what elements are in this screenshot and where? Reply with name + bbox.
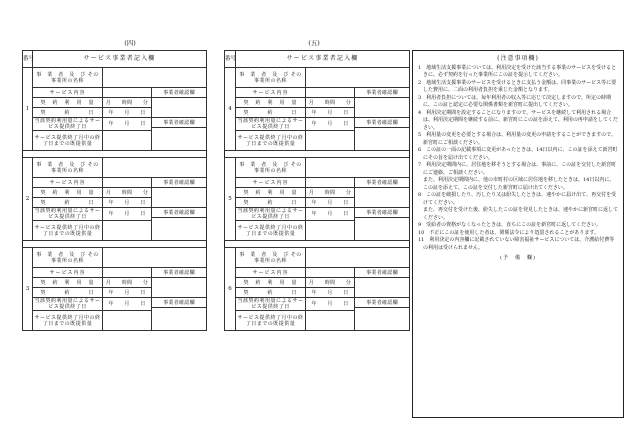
provider-confirm-field (355, 128, 410, 151)
service-content-label: サービス内容 (236, 178, 306, 188)
provider-confirm-field (152, 218, 207, 241)
note-item: 4 利用決定期間を設定することになりますので、サービスを継続して利用される場合は、利用決定期間を継続する前に、新宮町にこの証を添えて、利用の再申請をしてください。 (418, 109, 618, 131)
provided-amount-label: サービス提供終了月中の終了日までの既提供量 (236, 131, 306, 151)
contract-amount-field: 月 時間 分 (103, 188, 152, 198)
contract-amount-field: 月 時間 分 (306, 98, 355, 108)
provider-confirm-label: 事業者確認欄 (152, 88, 207, 98)
reserve-section-label: (予 備 欄) (500, 255, 536, 261)
provider-name-field (306, 158, 410, 178)
service-content-field (306, 268, 355, 278)
contract-date-label: 契 約 日 (33, 108, 103, 118)
block-separator (225, 241, 410, 248)
note-item: また、再交付を受けた後、紛失したこの証を発見したときは、速やかに新宮町に返してください。 (418, 207, 619, 221)
entry-number: 4 (225, 68, 236, 151)
note-item: 10 不正にこの証を使用した者は、関係法令により処罰されることがあります。 (418, 229, 599, 236)
provider-entry-table-left (22, 50, 207, 331)
service-content-label: サービス内容 (236, 268, 306, 278)
provider-confirm-field (152, 98, 207, 118)
provider-confirm-field (355, 188, 410, 208)
provider-confirm-label: 事業者確認欄 (355, 118, 410, 128)
provider-name-field (306, 248, 410, 268)
contract-date-label: 契 約 日 (236, 108, 306, 118)
entry-number: 3 (23, 248, 33, 331)
service-content-label: サービス内容 (33, 88, 103, 98)
provided-amount-field (306, 131, 355, 151)
provider-confirm-label: 事業者確認欄 (355, 268, 410, 278)
service-end-date-label: 当該契約利用量によるサービス提供終了日 (237, 298, 304, 310)
note-item: 9 受給者の資格がなくなったときは、直ちにこの証を新宮町に返してください。 (418, 222, 602, 228)
block-separator (23, 241, 207, 248)
contract-date-label: 契 約 日 (236, 198, 306, 208)
notes-title: (注意事項欄) (497, 55, 539, 62)
provider-confirm-field (152, 308, 207, 331)
contract-date-label: 契 約 日 (33, 198, 103, 208)
provider-confirm-field (355, 218, 410, 241)
service-end-date-label: 当該契約利用量によるサービス提供終了日 (34, 208, 101, 220)
service-content-label: サービス内容 (33, 268, 103, 278)
provided-amount-label: サービス提供終了月中の終了日までの既提供量 (33, 131, 103, 151)
provided-amount-label: サービス提供終了月中の終了日までの既提供量 (33, 221, 103, 241)
note-item: 3 利用者負担については、毎年利用者の収入等に応じて決定しますので、所定の時期に、この証と認定に必要な関係書類を新宮町に提出してください。 (418, 94, 611, 108)
contract-amount-label: 契 約 利 用 量 (236, 278, 306, 288)
note-item: 1 地域生活支援事業については、利用決定を受けた該当する事業のサービスを受けるときに、必ず契約を行った事業所にこの証を提示してください。 (418, 64, 617, 78)
service-content-field (103, 88, 152, 98)
service-content-label: サービス内容 (33, 178, 103, 188)
provider-name-field (103, 248, 207, 268)
block-separator (23, 151, 207, 158)
provided-amount-field (103, 311, 152, 331)
provider-confirm-field (355, 98, 410, 118)
provider-name-field (103, 158, 207, 178)
service-content-label: サービス内容 (236, 88, 306, 98)
service-content-field (306, 88, 355, 98)
entry-number: 1 (23, 68, 33, 151)
note-item: 8 この証を破損したり、汚したり又は紛失したときは、速やかに届け出て、再交付を受けてください。 (418, 192, 617, 206)
provided-amount-field (306, 311, 355, 331)
entry-number: 2 (23, 158, 33, 241)
panel-label-4: (四) (124, 39, 136, 47)
column-header-number: 番号 (23, 51, 33, 68)
contract-date-field: 年 月 日 (103, 108, 152, 118)
contract-date-field: 年 月 日 (306, 288, 355, 298)
provider-confirm-label: 事業者確認欄 (152, 268, 207, 278)
column-header-title: サービス事業者記入欄 (33, 51, 207, 68)
service-content-field (103, 268, 152, 278)
provider-confirm-label: 事業者確認欄 (152, 118, 207, 128)
note-item: 11 利用決定の内容欄に記載されていない障害福祉サービスについては、介護給付費等の利用は受けられません。 (418, 237, 615, 251)
provider-name-field (103, 68, 207, 88)
provider-confirm-label: 事業者確認欄 (355, 178, 410, 188)
service-content-field (306, 178, 355, 188)
contract-date-field: 年 月 日 (103, 288, 152, 298)
service-end-date-field: 年 月 日 (103, 208, 152, 221)
note-item: 2 地域生活支援事業のサービスを受けるときに支払う金額は、同事業のサービス等に要した費用に、二面の利用者負担を乗じた金額となります。 (418, 79, 617, 93)
provider-confirm-label: 事業者確認欄 (355, 298, 410, 308)
column-header-title: サービス事業者記入欄 (236, 51, 410, 68)
provider-confirm-field (355, 308, 410, 331)
contract-amount-field: 月 時間 分 (103, 278, 152, 288)
contract-amount-label: 契 約 利 用 量 (236, 98, 306, 108)
contract-date-label: 契 約 日 (33, 288, 103, 298)
provided-amount-label: サービス提供終了月中の終了日までの既提供量 (236, 221, 306, 241)
service-end-date-field: 年 月 日 (306, 118, 355, 131)
contract-amount-label: 契 約 利 用 量 (236, 188, 306, 198)
provider-confirm-field (152, 278, 207, 298)
service-end-date-label: 当該契約利用量によるサービス提供終了日 (34, 118, 101, 130)
provider-name-label: 事 業 者 及 び その事業所の名称 (236, 248, 306, 268)
provided-amount-field (103, 131, 152, 151)
provided-amount-field (103, 221, 152, 241)
provider-name-label: 事 業 者 及 び その事業所の名称 (33, 248, 103, 268)
provider-confirm-field (355, 278, 410, 298)
service-end-date-field: 年 月 日 (306, 298, 355, 311)
provider-confirm-label: 事業者確認欄 (355, 208, 410, 218)
provider-name-label: 事 業 者 及 び その事業所の名称 (236, 68, 306, 88)
contract-amount-field: 月 時間 分 (306, 188, 355, 198)
entry-number: 5 (225, 158, 236, 241)
service-end-date-field: 年 月 日 (103, 298, 152, 311)
note-item: また、利用決定期間内に、他の市町村の区域に居住地を移したときは、14日以内に、この証を添えて、この証を交付した新宮町に届け出てください。 (418, 177, 615, 191)
provider-name-label: 事 業 者 及 び その事業所の名称 (33, 68, 103, 88)
provider-confirm-label: 事業者確認欄 (152, 298, 207, 308)
service-end-date-field: 年 月 日 (103, 118, 152, 131)
block-separator (225, 151, 410, 158)
service-end-date-label: 当該契約利用量によるサービス提供終了日 (34, 298, 101, 310)
contract-amount-label: 契 約 利 用 量 (33, 278, 103, 288)
provided-amount-label: サービス提供終了月中の終了日までの既提供量 (33, 311, 103, 331)
service-end-date-label: 当該契約利用量によるサービス提供終了日 (237, 208, 304, 220)
provider-confirm-label: 事業者確認欄 (355, 88, 410, 98)
provider-name-label: 事 業 者 及 び その事業所の名称 (236, 158, 306, 178)
contract-amount-field: 月 時間 分 (103, 98, 152, 108)
provider-confirm-field (152, 128, 207, 151)
contract-date-field: 年 月 日 (306, 108, 355, 118)
provider-confirm-field (152, 188, 207, 208)
provider-entry-table-right (224, 50, 410, 331)
provider-name-field (306, 68, 410, 88)
note-item: 5 利用量の変更を必要とする場合は、利用量の変更の申請をすることができますので、新宮町にご相談ください。 (418, 132, 617, 146)
contract-date-label: 契 約 日 (236, 288, 306, 298)
contract-amount-field: 月 時間 分 (306, 278, 355, 288)
service-end-date-label: 当該契約利用量によるサービス提供終了日 (237, 118, 304, 130)
note-item: 7 利用決定期間内に、居住地を移そうとする場合は、事前に、この証を交付した新宮町にご連絡、ご相談ください。 (418, 162, 617, 176)
notes-list (418, 65, 618, 253)
provider-confirm-label: 事業者確認欄 (152, 208, 207, 218)
panel-label-5: (五) (308, 39, 320, 47)
contract-amount-label: 契 約 利 用 量 (33, 188, 103, 198)
provider-confirm-label: 事業者確認欄 (152, 178, 207, 188)
column-header-number: 番号 (225, 51, 236, 68)
contract-date-field: 年 月 日 (306, 198, 355, 208)
contract-amount-label: 契 約 利 用 量 (33, 98, 103, 108)
provider-name-label: 事 業 者 及 び その事業所の名称 (33, 158, 103, 178)
provided-amount-field (306, 221, 355, 241)
service-end-date-field: 年 月 日 (306, 208, 355, 221)
contract-date-field: 年 月 日 (103, 198, 152, 208)
provided-amount-label: サービス提供終了月中の終了日までの既提供量 (236, 311, 306, 331)
note-item: 6 この証の一面の記載事項に変更があったときは、14日以内に、この証を添えて新宮町にその旨を届け出てください。 (418, 147, 618, 161)
notes-panel (412, 50, 624, 418)
service-content-field (103, 178, 152, 188)
entry-number: 6 (225, 248, 236, 331)
